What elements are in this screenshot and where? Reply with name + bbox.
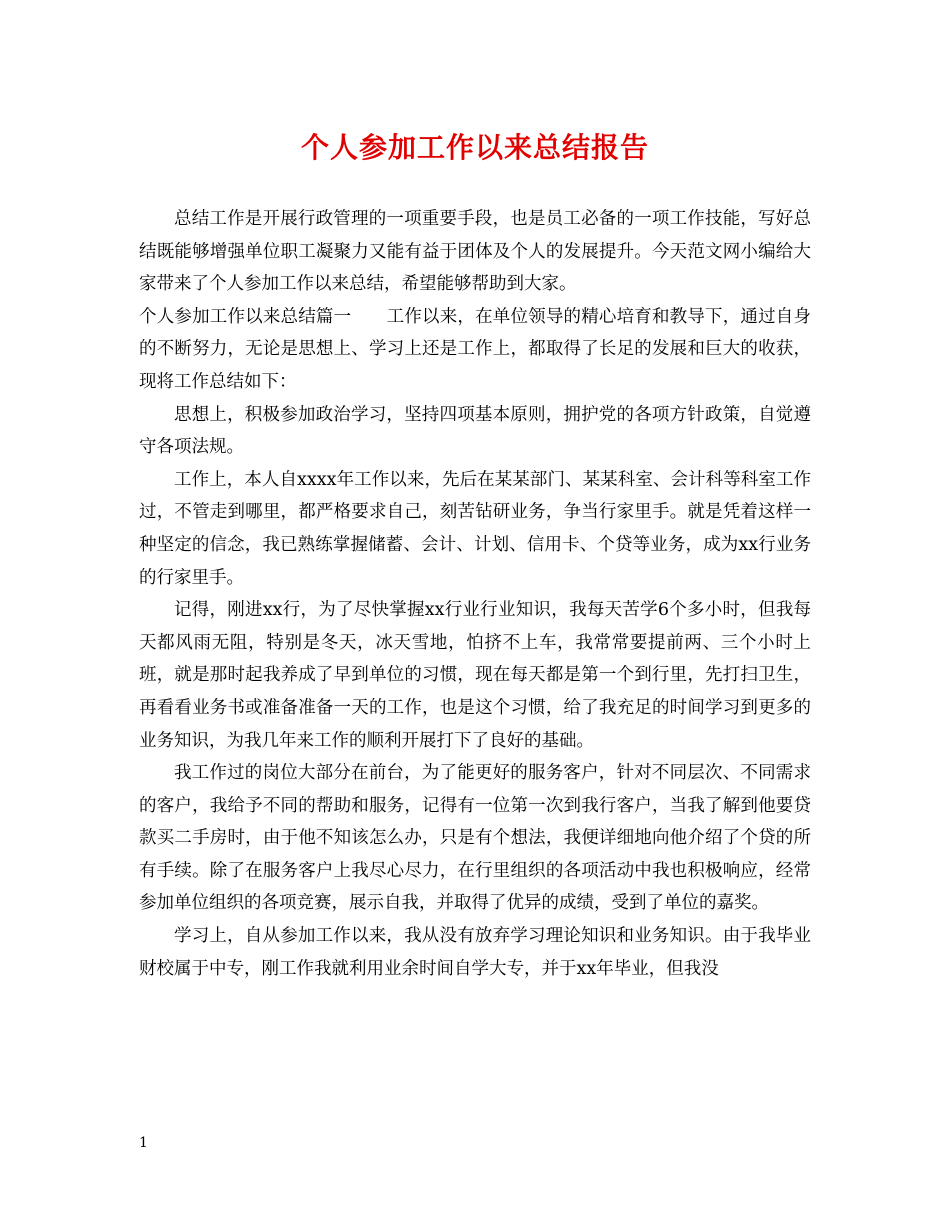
document-title: 个人参加工作以来总结报告 — [300, 131, 649, 164]
document-body — [139, 203, 811, 985]
paragraph-memory: 记得，刚进xx行，为了尽快掌握xx行业行业知识，我每天苦学6个多小时，但我每天都风雨无阻，特别是冬天，冰天雪地，怕挤不上车，我常常要提前两、三个小时上班，就是那时起我养成了早到单位的习惯，现在每天都是第一个到行里，先打扫卫生，再看看业务书或准备准备一天的工作，也是这个习惯，给了我充足的时间学习到更多的业务知识，为我几年来工作的顺利开展打下了良好的基础。 — [139, 600, 811, 751]
paragraph-thought: 思想上，积极参加政治学习，坚持四项基本原则，拥护党的各项方针政策，自觉遵守各项法规。 — [139, 404, 811, 458]
paragraph-intro: 总结工作是开展行政管理的一项重要手段，也是员工必备的一项工作技能，写好总结既能够增强单位职工凝聚力又能有益于团体及个人的发展提升。今天范文网小编给大家带来了个人参加工作以来总结，希望能够帮助到大家。 — [139, 209, 811, 295]
paragraph-work: 工作上，本人自xxxx年工作以来，先后在某某部门、某某科室、会计科等科室工作过，不管走到哪里，都严格要求自己，刻苦钻研业务，争当行家里手。就是凭着这样一种坚定的信念，我已熟练掌握储蓄、会计、计划、信用卡、个贷等业务，成为xx行业务的行家里手。 — [139, 469, 811, 588]
paragraph-section-one: 个人参加工作以来总结篇一 工作以来，在单位领导的精心培育和教导下，通过自身的不断努力，无论是思想上、学习上还是工作上，都取得了长足的发展和巨大的收获，现将工作总结如下： — [139, 306, 811, 392]
page-number: 1 — [139, 1135, 148, 1151]
paragraph-study: 学习上，自从参加工作以来，我从没有放弃学习理论知识和业务知识。由于我毕业财校属于中专，刚工作我就利用业余时间自学大专，并于xx年毕业，但我没 — [139, 926, 811, 979]
paragraph-service: 我工作过的岗位大部分在前台，为了能更好的服务客户，针对不同层次、不同需求的客户，我给予不同的帮助和服务，记得有一位第一次到我行客户，当我了解到他要贷款买二手房时，由于他不知该怎么办，只是有个想法，我便详细地向他介绍了个贷的所有手续。除了在服务客户上我尽心尽力，在行里组织的各项活动中我也积极响应，经常参加单位组织的各项竞赛，展示自我，并取得了优异的成绩，受到了单位的嘉奖。 — [139, 763, 811, 914]
